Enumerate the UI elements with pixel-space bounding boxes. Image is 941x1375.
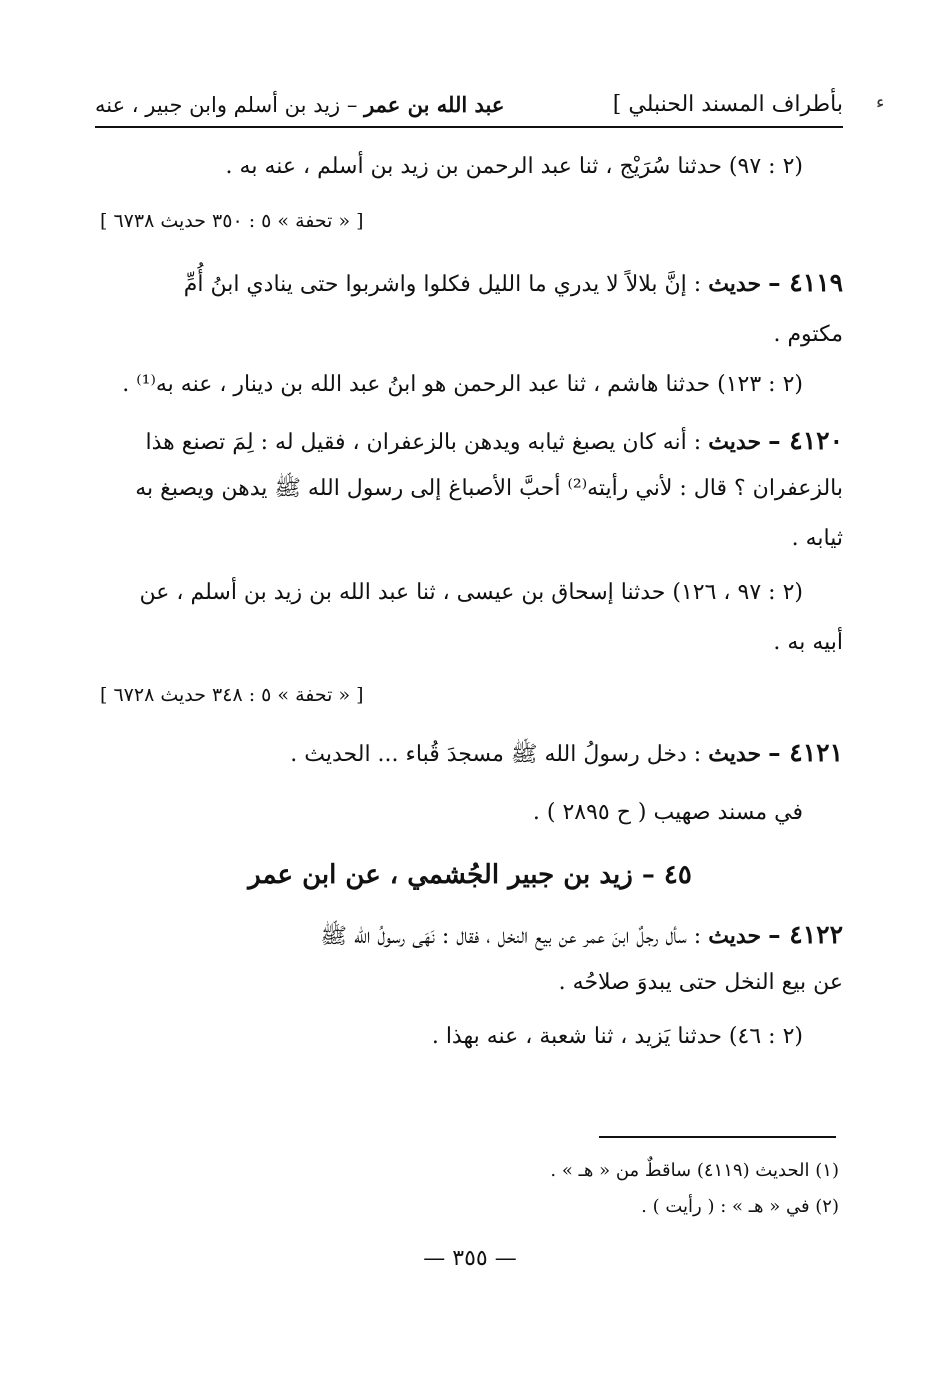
source-line: (٢ : ٩٧) حدثنا سُرَيْج ، ثنا عبد الرحمن بن زيد بن أسلم ، عنه به .: [225, 154, 803, 179]
header-rule: [95, 126, 843, 128]
hadith-number: ٤١٢٢ –: [768, 920, 843, 949]
footnote-2: (٢) في « هـ » : ( رأيت ) .: [641, 1196, 839, 1217]
page-number: — ٣٥٥ —: [423, 1246, 517, 1271]
hadith-4122-continuation: عن بيع النخل حتى يبدوَ صلاحُه .: [558, 970, 843, 995]
hadith-text: : إنَّ بلالاً لا يدري ما الليل فكلوا واشربوا حتى ينادي ابنُ أُمِّ: [183, 272, 709, 297]
header-running-title: [95, 92, 504, 117]
hadith-4119: [184, 268, 843, 300]
hadith-4120-source: (٢ : ٩٧ ، ١٢٦) حدثنا إسحاق بن عيسى ، ثنا عبد الله بن زيد بن أسلم ، عن: [139, 580, 803, 605]
header-book-title: بأطراف المسند الحنبلي ]: [612, 92, 843, 117]
hadith-keyword: حديث: [708, 429, 762, 455]
hadith-text: : أنه كان يصبغ ثيابه ويدهن بالزعفران ، فقيل له : لِمَ تصنع هذا: [145, 430, 709, 455]
hadith-number: ٤١٢١ –: [768, 738, 843, 767]
hadith-4120-line3: ثيابه .: [791, 526, 843, 551]
hadith-keyword: حديث: [708, 271, 762, 297]
hadith-number: ٤١١٩ –: [768, 268, 843, 297]
section-title: ٤٥ – زيد بن جبير الجُشمي ، عن ابن عمر: [248, 860, 692, 890]
footnote-rule: [599, 1136, 836, 1138]
hadith-4119-continuation: مكتوم .: [773, 322, 843, 347]
tuhfa-reference: [ « تحفة » ٥ : ٣٤٨ حديث ٦٧٢٨ ]: [100, 684, 364, 706]
hadith-4120-line2: بالزعفران ؟ قال : لأني رأيته⁽²⁾ أحبَّ الأصباغ إلى رسول الله ﷺ يدهن ويصبغ به: [135, 476, 843, 501]
hadith-4119-source: (٢ : ١٢٣) حدثنا هاشم ، ثنا عبد الرحمن هو ابنُ عبد الله بن دينار ، عنه به⁽¹⁾ .: [122, 372, 803, 397]
tuhfa-reference: [ « تحفة » ٥ : ٣٥٠ حديث ٦٧٣٨ ]: [100, 210, 364, 232]
page-header: [95, 84, 843, 128]
hadith-4122: [320, 920, 843, 952]
hadith-text: : دخل رسولُ الله ﷺ مسجدَ قُباء ... الحديث .: [290, 742, 709, 767]
hadith-number: ٤١٢٠ –: [768, 426, 843, 455]
scan-mark: ﺀ: [876, 92, 885, 113]
hadith-4120-source-continuation: أبيه به .: [773, 630, 843, 655]
hadith-4122-source: (٢ : ٤٦) حدثنا يَزيد ، ثنا شعبة ، عنه بهذا .: [431, 1024, 803, 1049]
header-running-title-rest: – زيد بن أسلم وابن جبير ، عنه: [95, 93, 365, 117]
hadith-keyword: حديث: [708, 741, 762, 767]
hadith-text: : سأل رجلٌ ابنَ عمر عن بيع النخل ، فقال : نَهَى رسولُ الله ﷺ: [320, 924, 709, 949]
hadith-keyword: حديث: [708, 923, 762, 949]
footnote-1: (١) الحديث (٤١١٩) ساقطٌ من « هـ » .: [550, 1160, 839, 1181]
header-running-title-bold: عبد الله بن عمر: [364, 92, 505, 117]
hadith-4120: [145, 426, 843, 458]
hadith-4121-source: في مسند صهيب ( ح ٢٨٩٥ ) .: [532, 800, 803, 825]
hadith-4121: [290, 738, 843, 770]
